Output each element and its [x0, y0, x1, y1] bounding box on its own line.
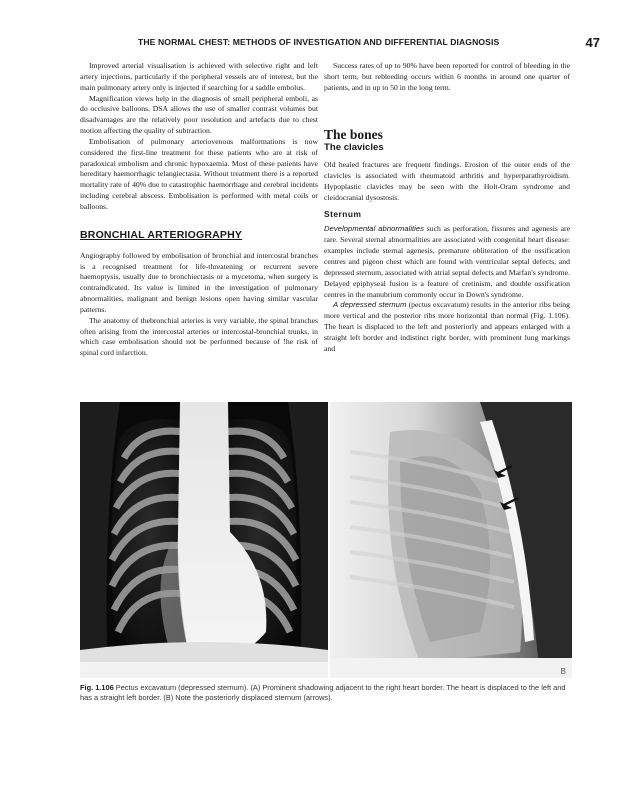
figure-1-106 [80, 402, 572, 678]
paragraph-arterial-visualisation: Improved arterial visualisation is achieved with selective right and left artery injections, particularly if the peripheral vessels are of interest, but the main pulmonary artery only is injected if searching for a saddle embolus. [80, 61, 318, 92]
paragraph-clavicles: Old healed fractures are frequent findings. Erosion of the outer ends of the clavicles is associated with rheumatoid arthritis and hyperparathyroidism. Hypoplastic clavicles may be seen with the Holt-Oram syndrome and cleidocranial dysostosis. [324, 160, 570, 202]
frontal-chest-radiograph [80, 402, 328, 678]
paragraph-magnification-views: Magnification views help in the diagnosis of small peripheral emboli, as do occlusive balloons. DSA allows the use of smaller contrast volumes but disadvantages are the relatively poor resolution and artefacts due to chest motion affecting the quality of subtraction. [80, 93, 318, 136]
running-title: THE NORMAL CHEST: METHODS OF INVESTIGATION AND DIFFERENTIAL DIAGNOSIS [138, 37, 500, 47]
right-column [324, 61, 570, 355]
paragraph-angiography: Angiography followed by embolisation of bronchial and intercostal branches is a recognised treatment for life-threatening or recurrent severe haemoptysis, usually due to bronchiectasis or a mycetoma, when surgery is contraindicated. Its value is limited in the investigation of pulmonary abnormalities, malignant and benign lesions open having similar vascular patterns. [80, 250, 318, 314]
heading-sternum: Sternum [324, 208, 362, 219]
depressed-sternum-text: (pectus excavatum) results in the anterior ribs being more vertical and the posterior ribs more horizontal than normal (Fig. 1.106). The heart is displaced to the left and posteriorly and appears enlarged with a straight left border and indistinct right border, with prominent lung markings and [324, 300, 570, 353]
paragraph-anatomy: The anatomy of thebronchial arteries is very variable, the spinal branches often arising from the intercostal arteries or intercostal-bronchial trunks, in which case embolisation should not be performed because of !he risk of spinal cord infarction. [80, 315, 318, 358]
figure-caption-text: Pectus excavatum (depressed sternum). (A) Prominent shadowing adjacent to the right heart border. The heart is displaced to the left and has a straight left border. (B) Note the posteriorly displaced sternum (arrows). [80, 683, 566, 702]
heading-the-clavicles: The clavicles [324, 142, 384, 154]
developmental-abnormalities-text: such as perforation, fissures and agenesis are rare. Several sternal abnormalities are associated with congenital heart disease: examples include sternal agenesis, premature obliteration of the ossification centres and pigeon chest which are found with ventricular septal defects, and depressed sternum, associated with atrial septal defects and Marfan's syndrome. Delayed epiphyseal fusion is a feature of cretinism, and double ossification centres in the manubrium commonly occur in Down's syndrome. [324, 224, 570, 299]
left-column [80, 61, 318, 359]
figure-label: Fig. 1.106 [80, 683, 114, 692]
xray-panel-a [80, 402, 328, 678]
depressed-sternum-label: A depressed sternum [333, 300, 407, 310]
page-number: 47 [585, 35, 600, 50]
developmental-abnormalities-label: Developmental abnormalities [324, 224, 424, 234]
xray-panel-b [330, 402, 572, 678]
panel-label-a: A [84, 667, 90, 676]
paragraph-embolisation-avm: Embolisation of pulmonary arteriovenous malformations is now considered the first-line treatment for these patients who are at risk of paradoxical embolism and chronic hypoxaemia. Most of these patients have hereditary haemorrhagic telangiectasia. Without treatment there is a reported mortality rate of 40% due to catastrophic haemorrhage and cerebral incidents including cerebral abscess. Embolisation is performed with metal coils or balloons. [80, 136, 318, 211]
running-head [40, 36, 600, 52]
figure-caption [80, 683, 572, 703]
heading-the-bones: The bones [324, 126, 383, 142]
lateral-chest-radiograph [330, 402, 572, 678]
paragraph-success-rates: Success rates of up to 90% have been reported for control of bleeding in the short term, but rebleeding occurs within 6 months in around one quarter of patients, and in up to 50 in the long term. [324, 61, 570, 92]
panel-label-b: B [560, 667, 566, 676]
paragraph-developmental-abnormalities [324, 224, 570, 300]
paragraph-depressed-sternum [324, 300, 570, 354]
heading-bronchial-arteriography: BRONCHIAL ARTERIOGRAPHY [80, 228, 243, 241]
